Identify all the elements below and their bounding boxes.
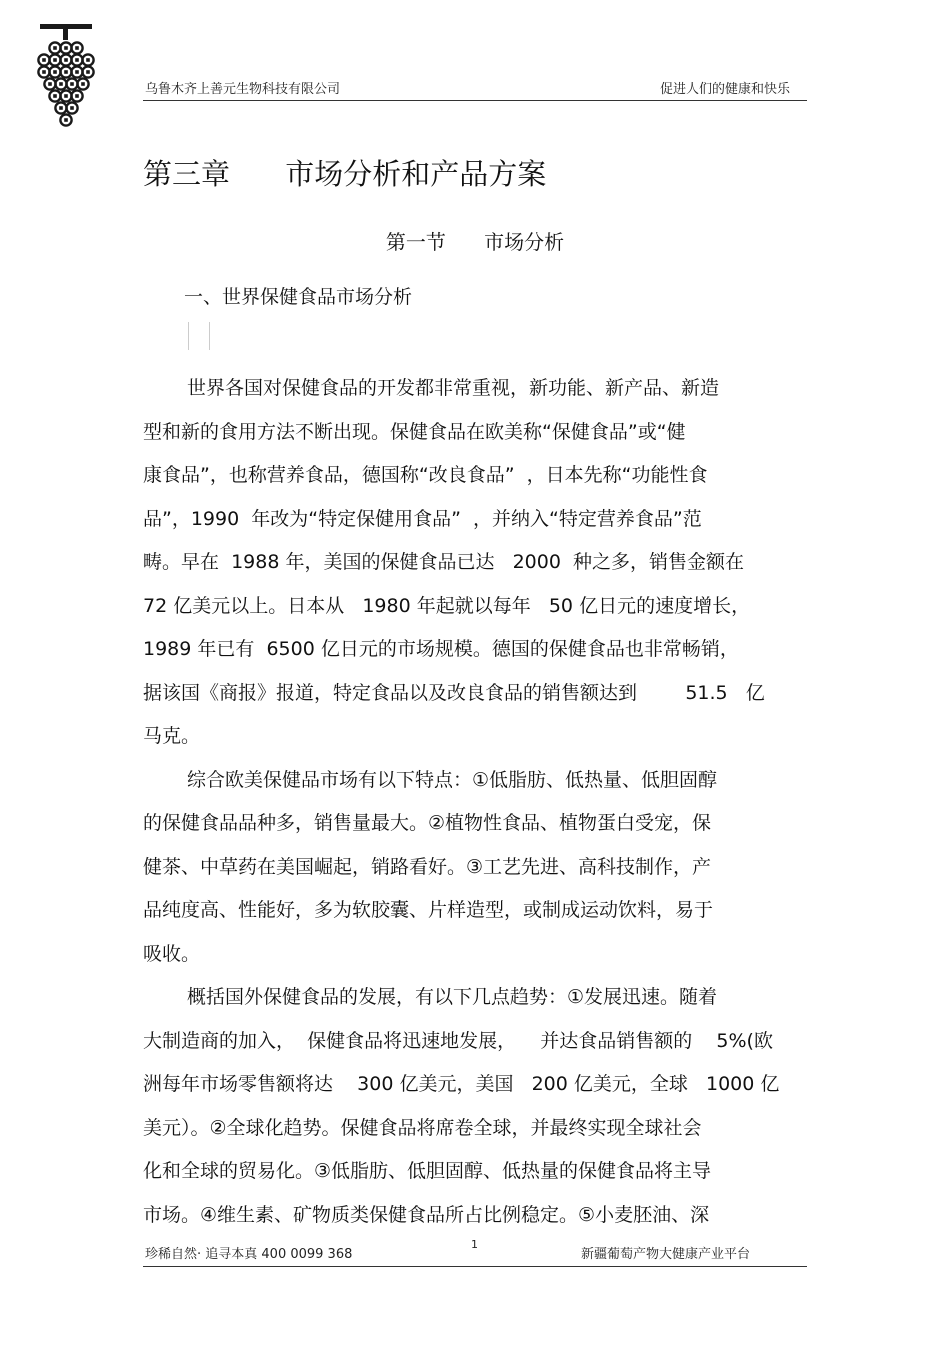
header-slogan: 促进人们的健康和快乐: [659, 82, 790, 97]
chapter-title: 第三章 市场分析和产品方案: [143, 157, 547, 191]
body-line: 吸收。: [143, 942, 201, 965]
body-line: 市场。④维生素、矿物质类保健食品所占比例稳定。⑤小麦胚油、深: [143, 1203, 710, 1226]
grape-logo-icon: [28, 18, 104, 136]
subsection-title: 一、世界保健食品市场分析: [184, 286, 413, 308]
body-line: 美元）。②全球化趋势。保健食品将席卷全球，并最终实现全球社会: [143, 1116, 702, 1139]
body-line: 型和新的食用方法不断出现。保健食品在欧美称“保健食品”或“健: [143, 420, 686, 443]
body-line: 概括国外保健食品的发展，有以下几点趋势：①发展迅速。随着: [187, 986, 718, 1008]
body-line: 综合欧美保健品市场有以下特点：①低脂肪、低热量、低胆固醇: [187, 768, 718, 791]
body-line: 的保健食品品种多，销售量最大。②植物性食品、植物蛋白受宠，保: [143, 812, 712, 834]
body-line: 康食品”，也称营养食品，德国称“改良食品” ，日本先称“功能性食: [143, 464, 708, 486]
text-cursor-box: [188, 322, 210, 350]
footer-platform: 新疆葡萄产物大健康产业平台: [581, 1247, 751, 1262]
body-line: 洲每年市场零售额将达 300 亿美元，美国 200 亿美元，全球 1000 亿: [143, 1073, 780, 1095]
body-line: 化和全球的贸易化。③低脂肪、低胆固醇、低热量的保健食品将主导: [143, 1160, 712, 1182]
body-text: [143, 367, 807, 1237]
body-line: 健茶、中草药在美国崛起，销路看好。③工艺先进、高科技制作，产: [143, 855, 712, 878]
body-line: 世界各国对保健食品的开发都非常重视，新功能、新产品、新造: [187, 377, 720, 399]
header-divider: [143, 100, 807, 101]
section-title: 第一节 市场分析: [385, 230, 565, 254]
body-line: 1989 年已有 6500 亿日元的市场规模。德国的保健食品也非常畅销，: [143, 638, 739, 660]
body-line: 品纯度高、性能好，多为软胶囊、片样造型，或制成运动饮料，易于: [143, 899, 714, 921]
page-number: 1: [471, 1238, 478, 1251]
header-company-name: 乌鲁木齐上善元生物科技有限公司: [145, 82, 341, 97]
body-line: 大制造商的加入， 保健食品将迅速地发展， 并达食品销售额的 5%(欧: [143, 1029, 773, 1052]
footer-contact: 珍稀自然· 追寻本真 400 0099 368: [145, 1247, 353, 1262]
body-line: 马克。: [143, 725, 201, 747]
body-line: 品”，1990 年改为“特定保健用食品” ，并纳入“特定营养食品”范: [143, 507, 702, 530]
body-line: 畴。早在 1988 年，美国的保健食品已达 2000 种之多，销售金额在: [143, 551, 745, 573]
body-line: 据该国《商报》报道，特定食品以及改良食品的销售额达到 51.5 亿: [143, 681, 765, 704]
footer-divider: [143, 1266, 807, 1267]
body-line: 72 亿美元以上。日本从 1980 年起就以每年 50 亿日元的速度增长，: [143, 594, 751, 617]
